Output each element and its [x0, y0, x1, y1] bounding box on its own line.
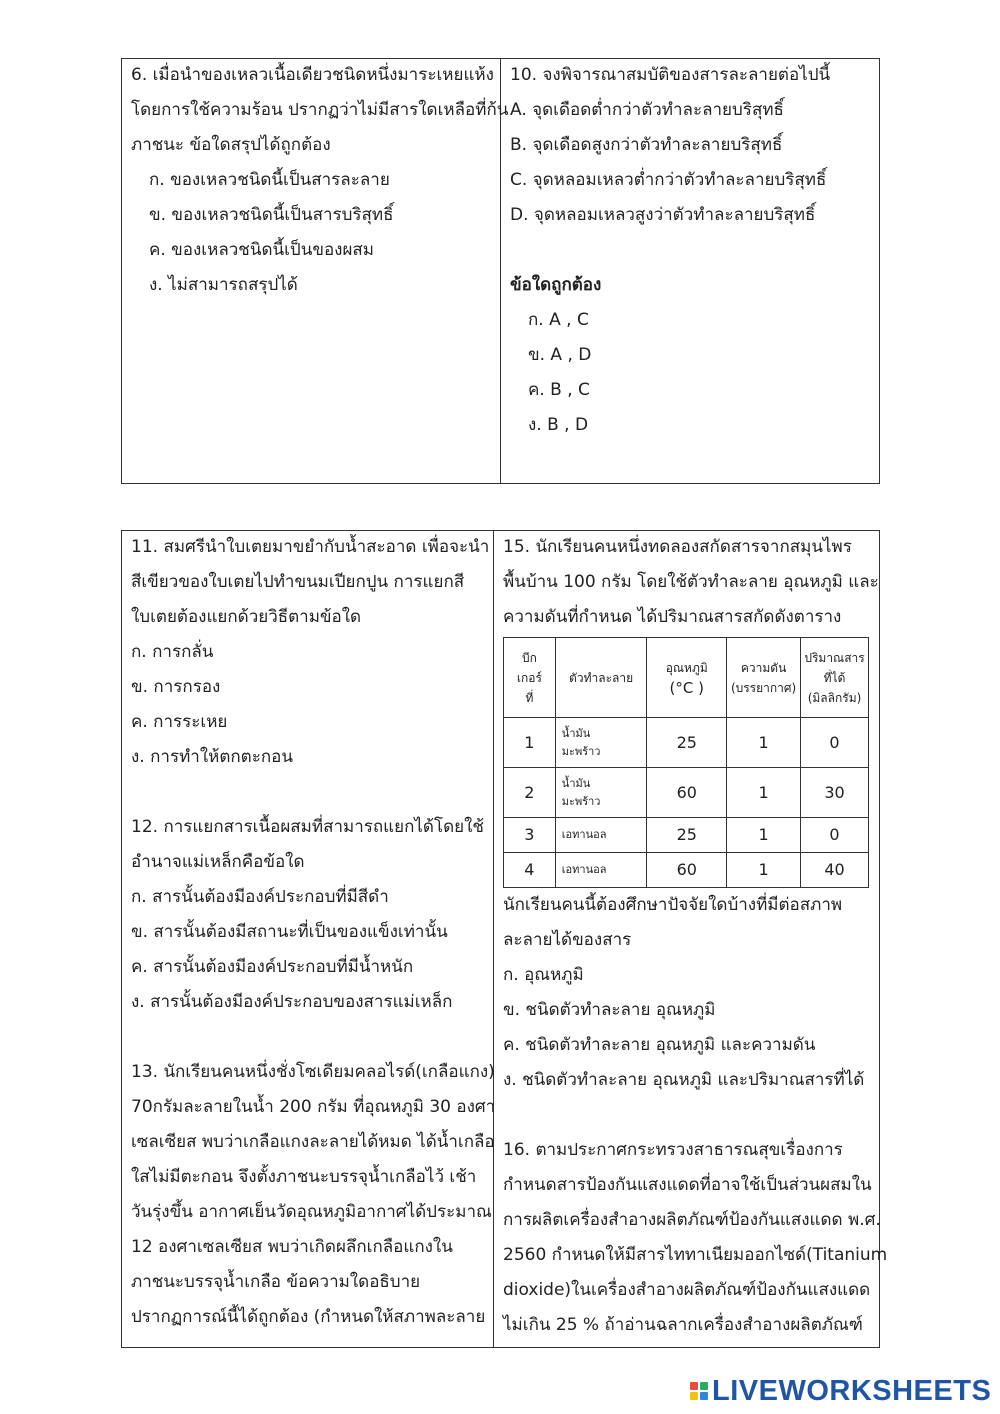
table-header-row: [504, 638, 869, 718]
question-13-text: ใสไม่มีตะกอน จึงตั้งภาชนะบรรจุน้ำเกลือไว้ เช้า: [131, 1167, 477, 1187]
question-13-text: 12 องศาเซลเซียส พบว่าเกิดผลึกเกลือแกงใน: [131, 1237, 453, 1257]
question-15-intro: [503, 530, 879, 635]
question-11-option-d[interactable]: ง. การทำให้ตกตะกอน: [131, 747, 293, 767]
question-12-text: 12. การแยกสารเนื้อผสมที่สามารถแยกได้โดยใช้: [131, 817, 484, 837]
question-text: โดยการใช้ความร้อน ปรากฏว่าไม่มีสารใดเหลือที่ก้น: [131, 100, 509, 120]
question-15-text: ความดันที่กำหนด ได้ปริมาณสารสกัดดังตาราง: [503, 607, 842, 627]
question-10: [510, 58, 830, 443]
question-text: 10. จงพิจารณาสมบัติของสารละลายต่อไปนี้: [510, 65, 831, 85]
question-15-text: 15. นักเรียนคนหนึ่งทดลองสกัดสารจากสมุนไพร: [503, 537, 852, 557]
question-12-option-a[interactable]: ก. สารนั้นต้องมีองค์ประกอบที่มีสีดำ: [131, 887, 389, 907]
question-13-text: เซลเซียส พบว่าเกลือแกงละลายได้หมด ได้น้ำเกลือ: [131, 1132, 495, 1152]
question-15-text: พื้นบ้าน 100 กรัม โดยใช้ตัวทำละลาย อุณหภูมิ และ: [503, 572, 879, 592]
question-6: [131, 58, 508, 303]
logo-text: LIVEWORKSHEETS: [712, 1374, 992, 1407]
question-11-text: สีเขียวของใบเตยไปทำขนมเปียกปูน การแยกสี: [131, 572, 465, 592]
question-text: 6. เมื่อนำของเหลวเนื้อเดียวชนิดหนึ่งมาระเหยแห้ง: [131, 65, 494, 85]
question-11-option-b[interactable]: ข. การกรอง: [131, 677, 221, 697]
question-16-text: ไม่เกิน 25 % ถ้าอ่านฉลากเครื่องสำอางผลิตภัณฑ์: [503, 1315, 863, 1335]
logo-icon: [690, 1382, 708, 1400]
question-12-option-c[interactable]: ค. สารนั้นต้องมีองค์ประกอบที่มีน้ำหนัก: [131, 957, 414, 977]
question-12-option-b[interactable]: ข. สารนั้นต้องมีสถานะที่เป็นของแข็งเท่านั้น: [131, 922, 448, 942]
question-16-text: 16. ตามประกาศกระทรวงสาธารณสุขเรื่องการ: [503, 1140, 843, 1160]
question-11-option-a[interactable]: ก. การกลั่น: [131, 642, 214, 662]
question-11-text: ใบเตยต้องแยกด้วยวิธีตามข้อใด: [131, 607, 362, 627]
property-c: C. จุดหลอมเหลวต่ำกว่าตัวทำละลายบริสุทธิ์: [510, 170, 827, 190]
property-b: B. จุดเดือดสูงกว่าตัวทำละลายบริสุทธิ์: [510, 135, 783, 155]
option-d[interactable]: ง. ไม่สามารถสรุปได้: [149, 275, 298, 295]
option-d[interactable]: ง. B , D: [528, 415, 589, 435]
liveworksheets-logo[interactable]: [690, 1373, 991, 1409]
header-solvent: ตัวทำละลาย: [555, 638, 647, 718]
question-13-text: วันรุ่งขึ้น อากาศเย็นวัดอุณหภูมิอากาศได้ประมาณ: [131, 1202, 492, 1222]
option-a[interactable]: ก. ของเหลวชนิดนี้เป็นสารละลาย: [149, 170, 390, 190]
question-12-option-d[interactable]: ง. สารนั้นต้องมีองค์ประกอบของสารแม่เหล็ก: [131, 992, 453, 1012]
option-a[interactable]: ก. A , C: [528, 310, 589, 330]
option-c[interactable]: ค. B , C: [528, 380, 590, 400]
question-15-option-c[interactable]: ค. ชนิดตัวทำละลาย อุณหภูมิ และความดัน: [503, 1035, 816, 1055]
question-16-text: 2560 กำหนดให้มีสารไททาเนียมออกไซด์(Titanium: [503, 1245, 888, 1265]
header-beaker: บีก เกอร์ ที่: [504, 638, 556, 718]
table-row: 4 เอทานอล 60 1 40: [504, 853, 869, 888]
option-b[interactable]: ข. A , D: [528, 345, 592, 365]
question-13-text: ภาชนะบรรจุน้ำเกลือ ข้อความใดอธิบาย: [131, 1272, 421, 1292]
question-12-text: อำนาจแม่เหล็กคือข้อใด: [131, 852, 305, 872]
question-15-option-a[interactable]: ก. อุณหภูมิ: [503, 965, 584, 985]
header-pressure: ความดัน (บรรยากาศ): [727, 638, 801, 718]
question-15-option-d[interactable]: ง. ชนิดตัวทำละลาย อุณหภูมิ และปริมาณสารที่ได้: [503, 1070, 865, 1090]
question-left-column: [131, 530, 495, 1335]
option-b[interactable]: ข. ของเหลวชนิดนี้เป็นสารบริสุทธิ์: [149, 205, 394, 225]
table-row: 2 น้ำมัน มะพร้าว 60 1 30: [504, 768, 869, 818]
table-row: 3 เอทานอล 25 1 0: [504, 818, 869, 853]
question-15-option-b[interactable]: ข. ชนิดตัวทำละลาย อุณหภูมิ: [503, 1000, 716, 1020]
question-13-text: 70กรัมละลายในน้ำ 200 กรัม ที่อุณหภูมิ 30 องศา: [131, 1097, 496, 1117]
question-15-text: นักเรียนคนนี้ต้องศึกษาปัจจัยใดบ้างที่มีต่อสภาพ: [503, 895, 843, 915]
property-a: A. จุดเดือดต่ำกว่าตัวทำละลายบริสุทธิ์: [510, 100, 784, 120]
question-11-text: 11. สมศรีนำใบเตยมาขยำกับน้ำสะอาด เพื่อจะนำ: [131, 537, 490, 557]
extraction-results-table: [503, 637, 869, 888]
question-13-text: ปรากฏการณ์นี้ได้ถูกต้อง (กำหนดให้สภาพละลาย: [131, 1307, 486, 1327]
header-amount: ปริมาณสาร ที่ได้ (มิลลิกรัม): [801, 638, 869, 718]
option-c[interactable]: ค. ของเหลวชนิดนี้เป็นของผสม: [149, 240, 375, 260]
table-row: 1 น้ำมัน มะพร้าว 25 1 0: [504, 718, 869, 768]
question-13-text: 13. นักเรียนคนหนึ่งชั่งโซเดียมคลอไรด์(เกลือแกง): [131, 1062, 495, 1082]
question-16-text: การผลิตเครื่องสำอางผลิตภัณฑ์ป้องกันแสงแดด พ.ศ.: [503, 1210, 881, 1230]
question-15-16: [503, 888, 887, 1343]
question-11-option-c[interactable]: ค. การระเหย: [131, 712, 228, 732]
question-16-text: กำหนดสารป้องกันแสงแดดที่อาจใช้เป็นส่วนผสมใน: [503, 1175, 872, 1195]
question-prompt: ข้อใดถูกต้อง: [510, 275, 602, 295]
header-temperature: อุณหภูมิ (°C ): [647, 638, 727, 718]
question-text: ภาชนะ ข้อใดสรุปได้ถูกต้อง: [131, 135, 331, 155]
question-16-text: dioxide)ในเครื่องสำอางผลิตภัณฑ์ป้องกันแสงแดด: [503, 1280, 871, 1300]
property-d: D. จุดหลอมเหลวสูงว่าตัวทำละลายบริสุทธิ์: [510, 205, 816, 225]
question-15-text: ละลายได้ของสาร: [503, 930, 632, 950]
